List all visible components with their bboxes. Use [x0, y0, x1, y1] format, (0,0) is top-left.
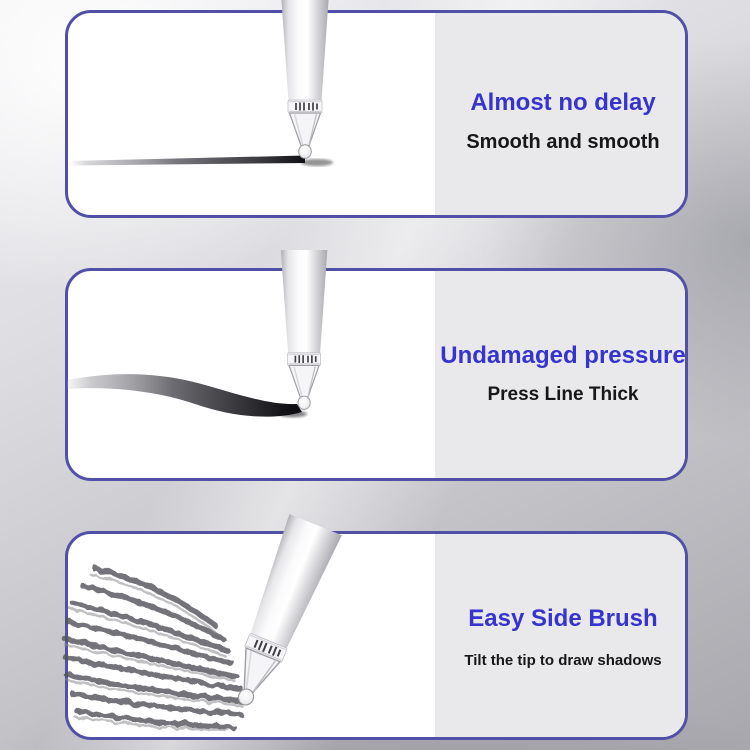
panel-title: Easy Side Brush: [468, 604, 658, 632]
panel-no-delay: [65, 10, 688, 218]
panel-pressure: [65, 268, 688, 481]
panel-subtitle: Press Line Thick: [487, 383, 639, 405]
text-block: [438, 18, 688, 226]
panel-side-brush: [65, 531, 688, 740]
panel-title: Undamaged pressure: [440, 342, 686, 370]
panel-subtitle: Tilt the tip to draw shadows: [464, 652, 662, 670]
panel-subtitle: Smooth and smooth: [466, 130, 660, 153]
text-block: [438, 533, 688, 742]
text-block: [438, 268, 688, 481]
panel-title: Almost no delay: [470, 89, 656, 117]
